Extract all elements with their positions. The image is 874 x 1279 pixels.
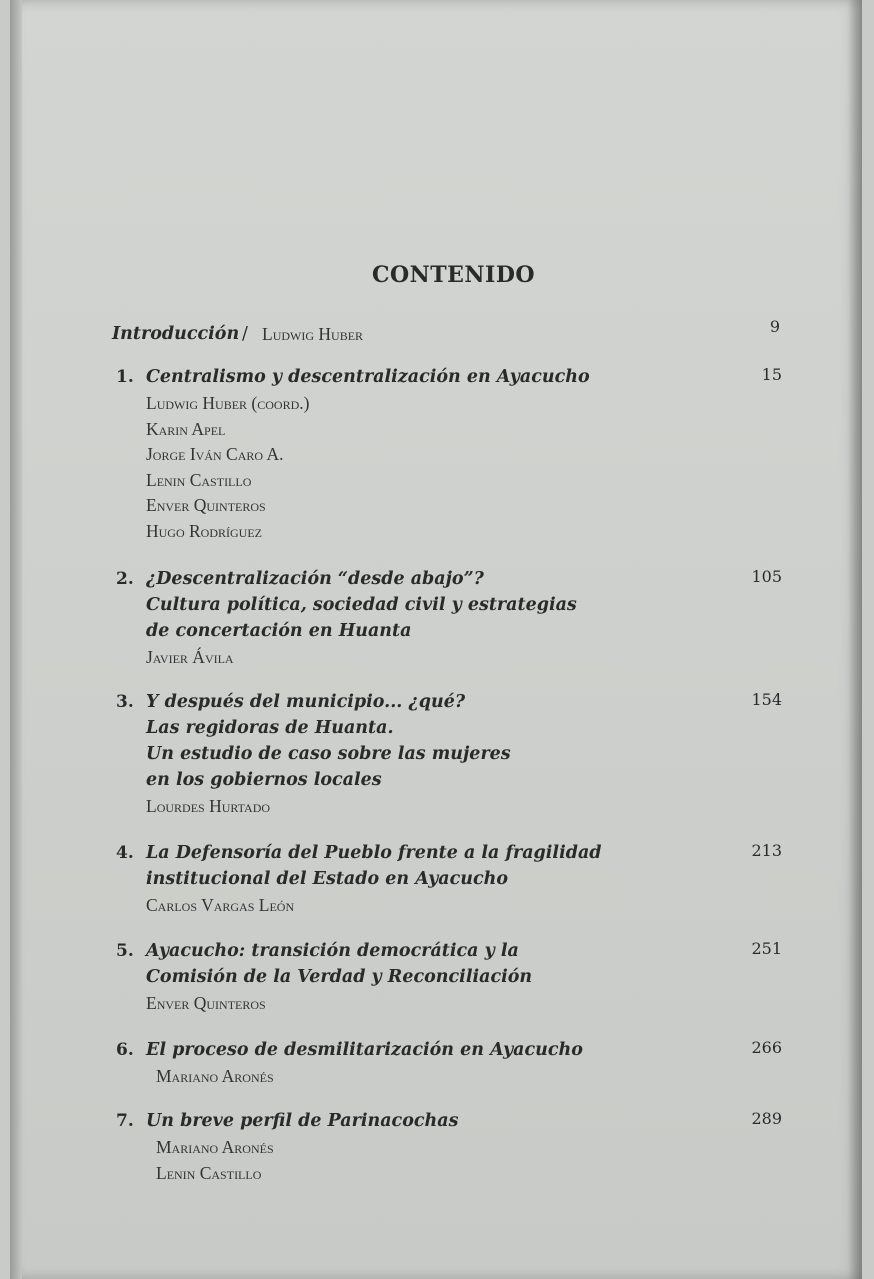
entry-title-line: Las regidoras de Huanta. xyxy=(146,718,394,738)
entry-title-line: Y después del municipio... ¿qué? xyxy=(146,692,466,712)
entry-author: Mariano Aronés xyxy=(156,1137,274,1157)
entry-page-number: 213 xyxy=(751,841,782,860)
entry-title-line: ¿Descentralización “desde abajo”? xyxy=(146,569,484,589)
entry-title-line: Ayacucho: transición democrática y la xyxy=(146,941,519,961)
page-edge-shadow xyxy=(848,0,862,1279)
entry-number: 3. xyxy=(116,692,134,712)
entry-title-line: Cultura política, sociedad civil y estrategias xyxy=(146,595,577,615)
entry-title-line: La Defensoría del Pueblo frente a la fragilidad xyxy=(146,843,602,863)
intro-separator: / xyxy=(242,324,248,344)
entry-author: Carlos Vargas León xyxy=(146,895,295,915)
intro-title: Introducción xyxy=(112,324,240,344)
entry-number: 5. xyxy=(116,941,134,961)
entry-number: 1. xyxy=(116,367,134,387)
entry-title-line: en los gobiernos locales xyxy=(146,770,382,790)
entry-author: Javier Ávila xyxy=(146,647,234,667)
entry-number: 2. xyxy=(116,569,134,589)
entry-author: Enver Quinteros xyxy=(146,495,266,515)
entry-number: 4. xyxy=(116,843,134,863)
entry-author: Mariano Aronés xyxy=(156,1066,274,1086)
entry-number: 7. xyxy=(116,1111,134,1131)
entry-title-line: institucional del Estado en Ayacucho xyxy=(146,869,509,889)
intro-page: 9 xyxy=(769,317,780,336)
page-title: CONTENIDO xyxy=(372,262,536,288)
entry-title-line: Un estudio de caso sobre las mujeres xyxy=(146,744,511,764)
intro-author: Ludwig Huber xyxy=(262,324,364,344)
book-spine-shadow xyxy=(10,0,22,1279)
entry-number: 6. xyxy=(116,1040,134,1060)
entry-page-number: 105 xyxy=(751,567,782,586)
entry-page-number: 289 xyxy=(751,1109,782,1128)
entry-author: Karin Apel xyxy=(146,418,226,439)
entry-title-line: Comisión de la Verdad y Reconciliación xyxy=(146,967,533,987)
entry-author: Jorge Iván Caro A. xyxy=(146,444,284,464)
entry-author: Ludwig Huber (coord.) xyxy=(146,393,310,413)
entry-page-number: 154 xyxy=(751,690,782,709)
entry-author: Lenin Castillo xyxy=(146,469,252,490)
entry-author: Hugo Rodríguez xyxy=(146,520,263,541)
entry-title-line: El proceso de desmilitarización en Ayacucho xyxy=(146,1040,583,1060)
entry-title-line: Centralismo y descentralización en Ayacucho xyxy=(146,367,590,387)
entry-author: Lourdes Hurtado xyxy=(146,796,271,816)
entry-author: Enver Quinteros xyxy=(146,993,266,1013)
entry-page-number: 251 xyxy=(751,939,782,958)
entry-title-line: Un breve perfil de Parinacochas xyxy=(146,1111,459,1131)
book-page xyxy=(10,0,862,1279)
entry-page-number: 15 xyxy=(761,365,782,384)
entry-page-number: 266 xyxy=(751,1038,782,1057)
entry-author: Lenin Castillo xyxy=(156,1162,262,1183)
entry-title-line: de concertación en Huanta xyxy=(146,621,412,641)
